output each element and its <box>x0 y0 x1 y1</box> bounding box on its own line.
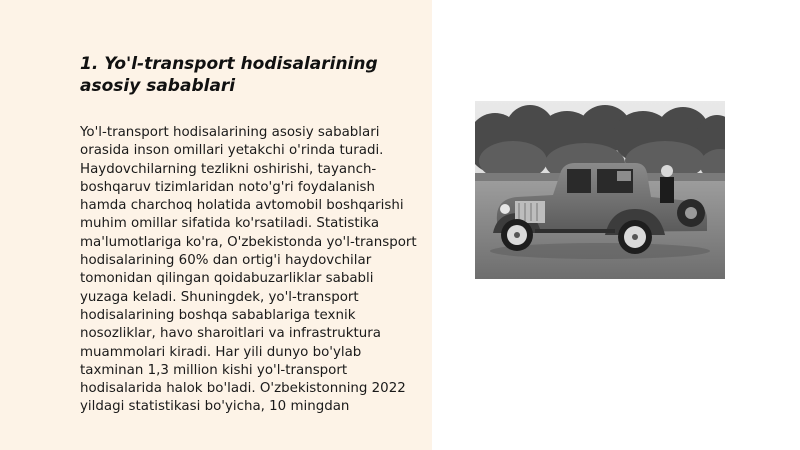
section-heading: 1. Yo'l-transport hodisalarining asosiy sabablari <box>80 54 378 96</box>
section-body-text: Yo'l-transport hodisalarining asosiy sabablari orasida inson omillari yetakchi o'rinda turadi. Haydovchilarning tezlikni oshirishi, tayanch-boshqaruv tizimlaridan noto'g'ri foydalanish hamda charchoq holatida avtomobil boshqarishi muhim omillar sifatida ko'rsatiladi. Statistika ma'lumotlariga ko'ra, O'zbekistonda yo'l-transport hodisalarining 60% dan ortig'i haydovchilar tomonidan qilingan qoidabuzarliklar sababli yuzaga keladi. Shuningdek, yo'l-transport hodisalarining boshqa sabablariga texnik nosozliklar, havo sharoitlari va infrastruktura muammolari kiradi. Har yili dunyo bo'ylab taxminan 1,3 million kishi yo'l-transport hodisalarida halok bo'ladi. O'zbekistonning 2022 yildagi statistikasi bo'yicha, 10 mingdan <box>80 125 417 415</box>
vintage-car-photo <box>475 101 725 279</box>
